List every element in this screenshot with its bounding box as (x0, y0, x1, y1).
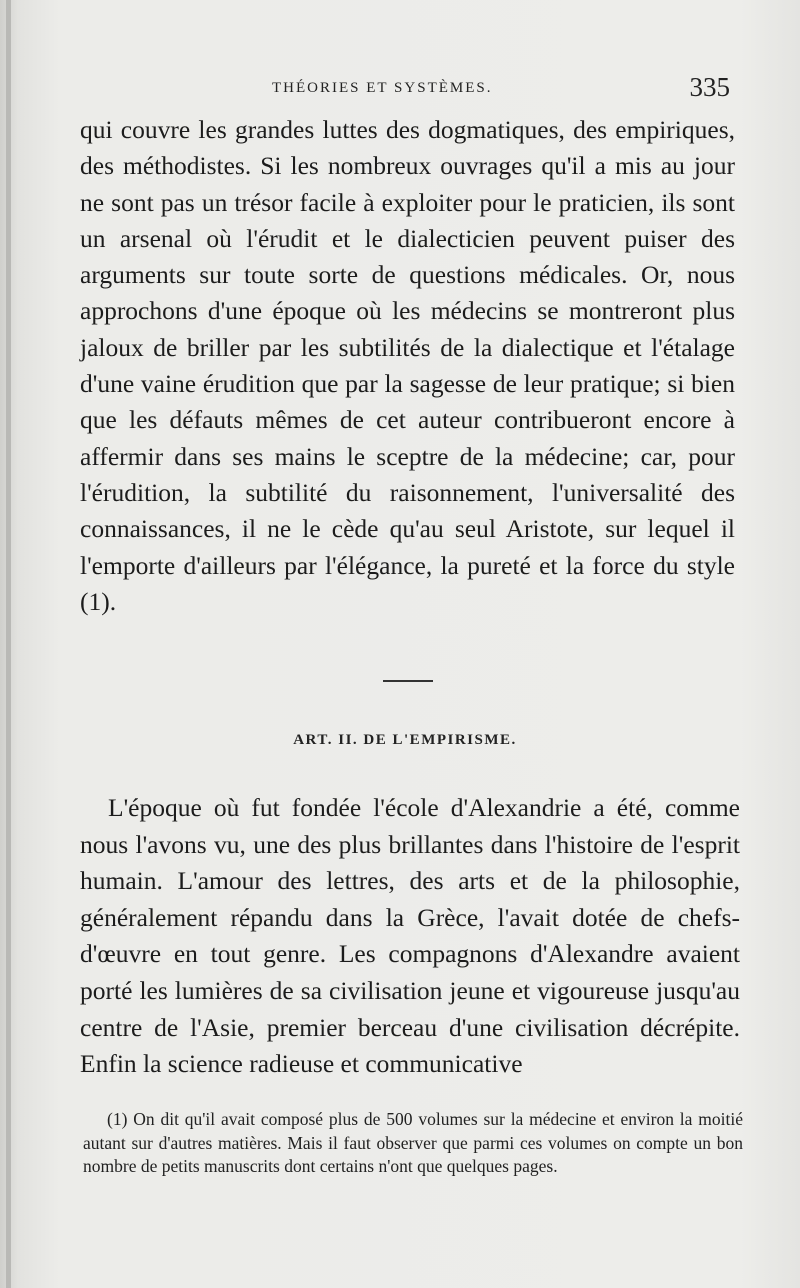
body-paragraph: qui couvre les grandes luttes des dogmatiques, des empiriques, des méthodistes. Si les nombreux ouvrages qu'il a mis au jour ne sont pas un trésor facile à exploiter pour le praticien, ils sont un arsenal où l'érudit et le dialecticien peuvent puiser des arguments sur toute sorte de questions médicales. Or, nous approchons d'une époque où les médecins se montreront plus jaloux de briller par les subtilités de la dialectique et l'étalage d'une vaine érudition que par la sagesse de leur pratique; si bien que les défauts mêmes de cet auteur contribueront encore à affermir dans ses mains le sceptre de la médecine; car, pour l'érudition, la subtilité du raisonnement, l'universalité des connaissances, il ne le cède qu'au seul Aristote, sur lequel il l'emporte d'ailleurs par l'élégance, la pureté et la force du style (1). (80, 115, 735, 616)
section-divider (383, 680, 433, 682)
page-number: 335 (689, 72, 730, 102)
page-header (80, 72, 730, 108)
section-paragraph: L'époque où fut fondée l'école d'Alexandrie a été, comme nous l'avons vu, une des plus brillantes dans l'histoire de l'esprit humain. L'amour des lettres, des arts et de la philosophie, généralement répandu dans la Grèce, l'avait dotée de chefs-d'œuvre en tout genre. Les compagnons d'Alexandre avaient porté les lumières de sa civilisation jeune et vigoureuse jusqu'au centre de l'Asie, premier berceau d'une civilisation décrépite. Enfin la science radieuse et communicative (80, 793, 740, 1079)
section-heading: ART. II. DE L'EMPIRISME. (293, 732, 517, 748)
page-gutter-shadow (6, 0, 11, 1288)
footnote: (1) On dit qu'il avait composé plus de 500 volumes sur la médecine et environ la moitié autant sur d'autres matières. Mais il faut observer que parmi ces volumes on compte un bon nombre de petits manuscrits dont certains n'ont que quelques pages. (83, 1109, 743, 1176)
running-title: THÉORIES ET SYSTÈMES. (272, 80, 493, 96)
